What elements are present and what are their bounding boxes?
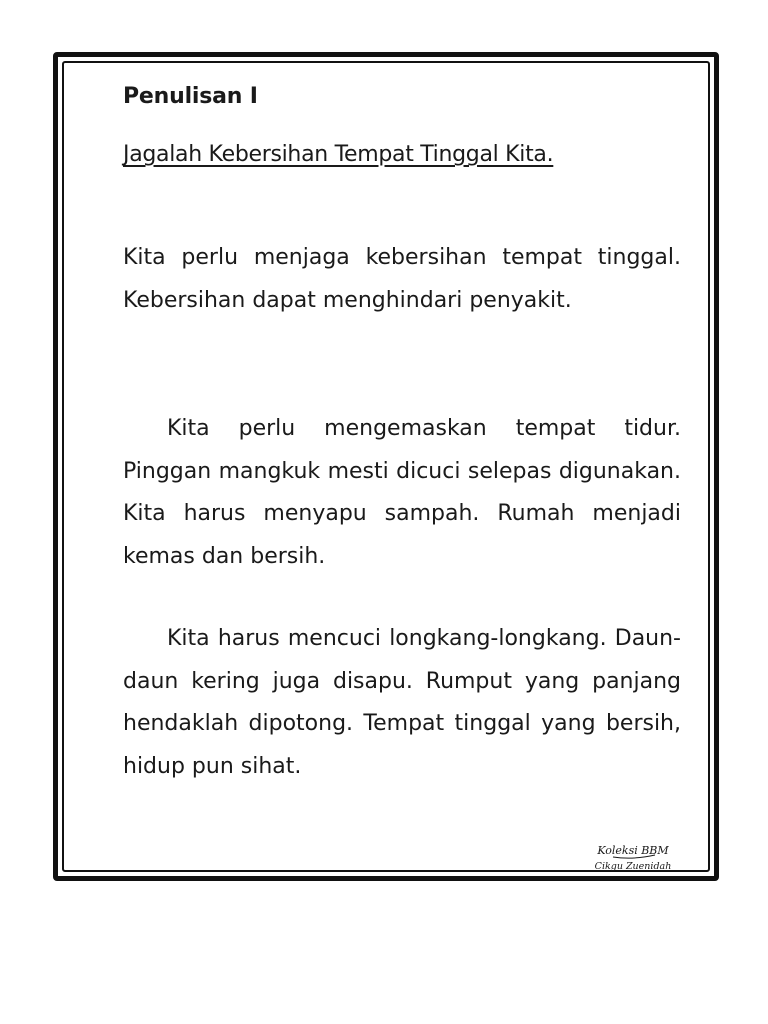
page-title: Jagalah Kebersihan Tempat Tinggal Kita. [123,142,554,167]
paragraph-3: Kita harus mencuci longkang-longkang. Daun-daun kering juga disapu. Rumput yang panjang hendaklah dipotong. Tempat tinggal yang bersih, hidup pun sihat. [123,626,681,779]
author-signature [583,840,683,874]
signature-line-2: Cikgu Zuenidah [594,861,672,872]
signature-graphic [583,840,683,874]
paragraph-1: Kita perlu menjaga kebersihan tempat tinggal. Kebersihan dapat menghindari penyakit. [123,245,681,313]
paragraph-2: Kita perlu mengemaskan tempat tidur. Pinggan mangkuk mesti dicuci selepas digunakan. Kita harus menyapu sampah. Rumah menjadi kemas dan bersih. [123,416,681,569]
page-heading: Penulisan I [123,84,258,109]
signature-line-1: Koleksi BBM [597,844,669,857]
